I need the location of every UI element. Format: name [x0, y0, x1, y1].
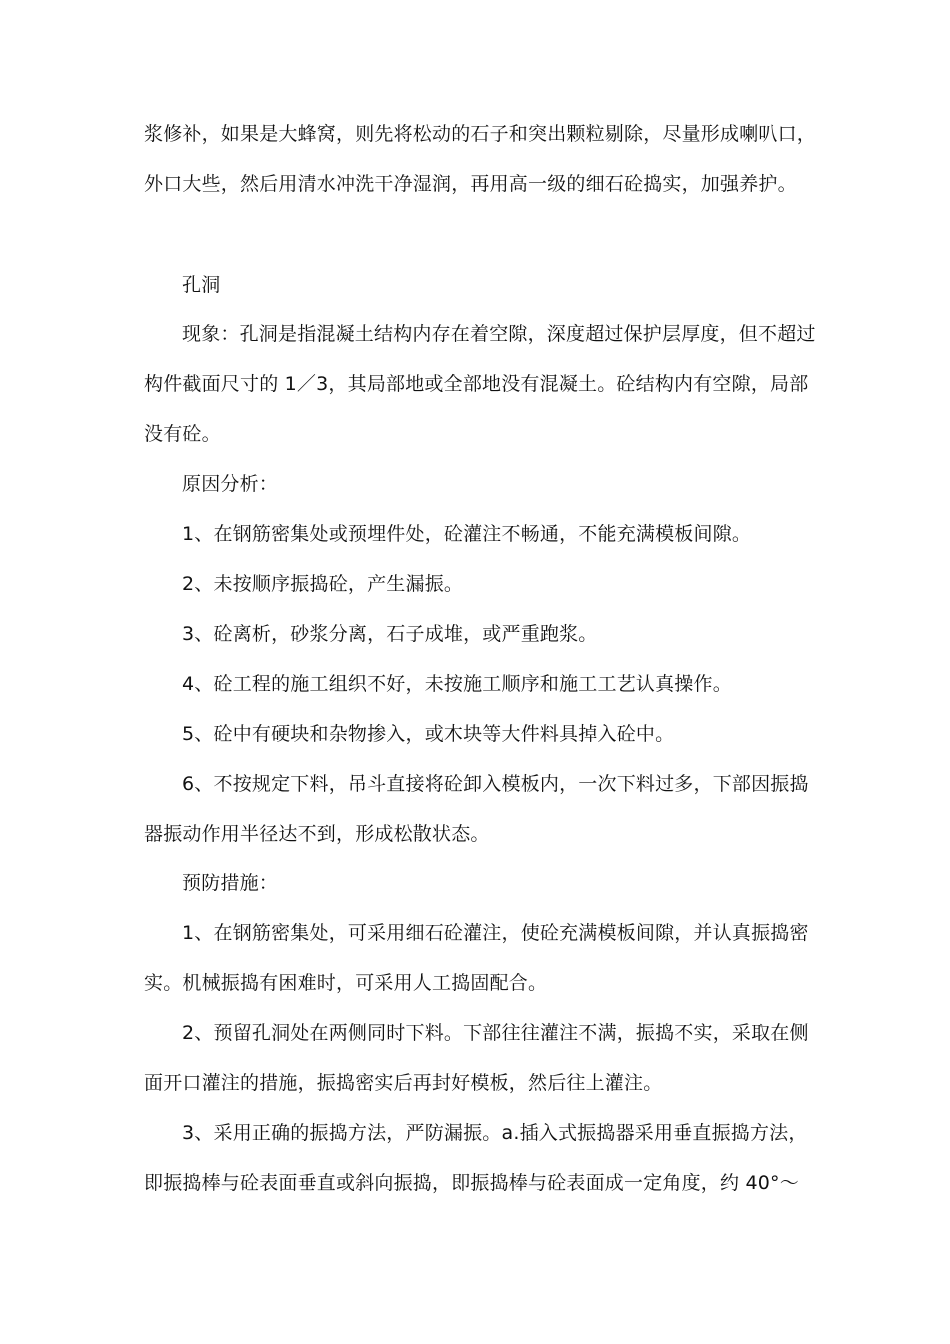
body-text-line: 没有砼。: [144, 423, 221, 445]
body-text-line: 外口大些，然后用清水冲洗干净湿润，再用高一级的细石砼捣实，加强养护。: [144, 173, 797, 195]
list-item: 4、砼工程的施工组织不好，未按施工顺序和施工工艺认真操作。: [182, 673, 732, 695]
section-heading: 孔洞: [182, 274, 221, 296]
list-item: 3、采用正确的振捣方法，严防漏振。a.插入式振捣器采用垂直振捣方法，: [182, 1122, 808, 1144]
list-item-continuation: 实。机械振捣有困难时，可采用人工捣固配合。: [144, 972, 548, 994]
list-item-continuation: 面开口灌注的措施，振捣密实后再封好模板，然后往上灌注。: [144, 1072, 663, 1094]
list-item: 5、砼中有硬块和杂物掺入，或木块等大件料具掉入砼中。: [182, 723, 675, 745]
subheading: 预防措施：: [182, 872, 279, 894]
body-text-line: 现象：孔洞是指混凝土结构内存在着空隙，深度超过保护层厚度，但不超过: [182, 323, 816, 345]
list-item: 3、砼离析，砂浆分离，石子成堆，或严重跑浆。: [182, 623, 598, 645]
list-item: 2、预留孔洞处在两侧同时下料。下部往往灌注不满，振捣不实，采取在侧: [182, 1022, 809, 1044]
list-item: 2、未按顺序振捣砼，产生漏振。: [182, 573, 464, 595]
list-item: 1、在钢筋密集处或预埋件处，砼灌注不畅通，不能充满模板间隙。: [182, 523, 752, 545]
body-text-line: 构件截面尺寸的 1／3，其局部地或全部地没有混凝土。砼结构内有空隙，局部: [144, 373, 809, 395]
list-item: 6、不按规定下料，吊斗直接将砼卸入模板内，一次下料过多，下部因振捣: [182, 773, 809, 795]
list-item-continuation: 即振捣棒与砼表面垂直或斜向振捣，即振捣棒与砼表面成一定角度，约 40°～: [144, 1172, 799, 1194]
list-item: 1、在钢筋密集处，可采用细石砼灌注，使砼充满模板间隙，并认真振捣密: [182, 922, 809, 944]
subheading: 原因分析：: [182, 473, 279, 495]
body-text-line: 浆修补，如果是大蜂窝，则先将松动的石子和突出颗粒剔除，尽量形成喇叭口，: [144, 123, 817, 145]
list-item-continuation: 器振动作用半径达不到，形成松散状态。: [144, 823, 490, 845]
